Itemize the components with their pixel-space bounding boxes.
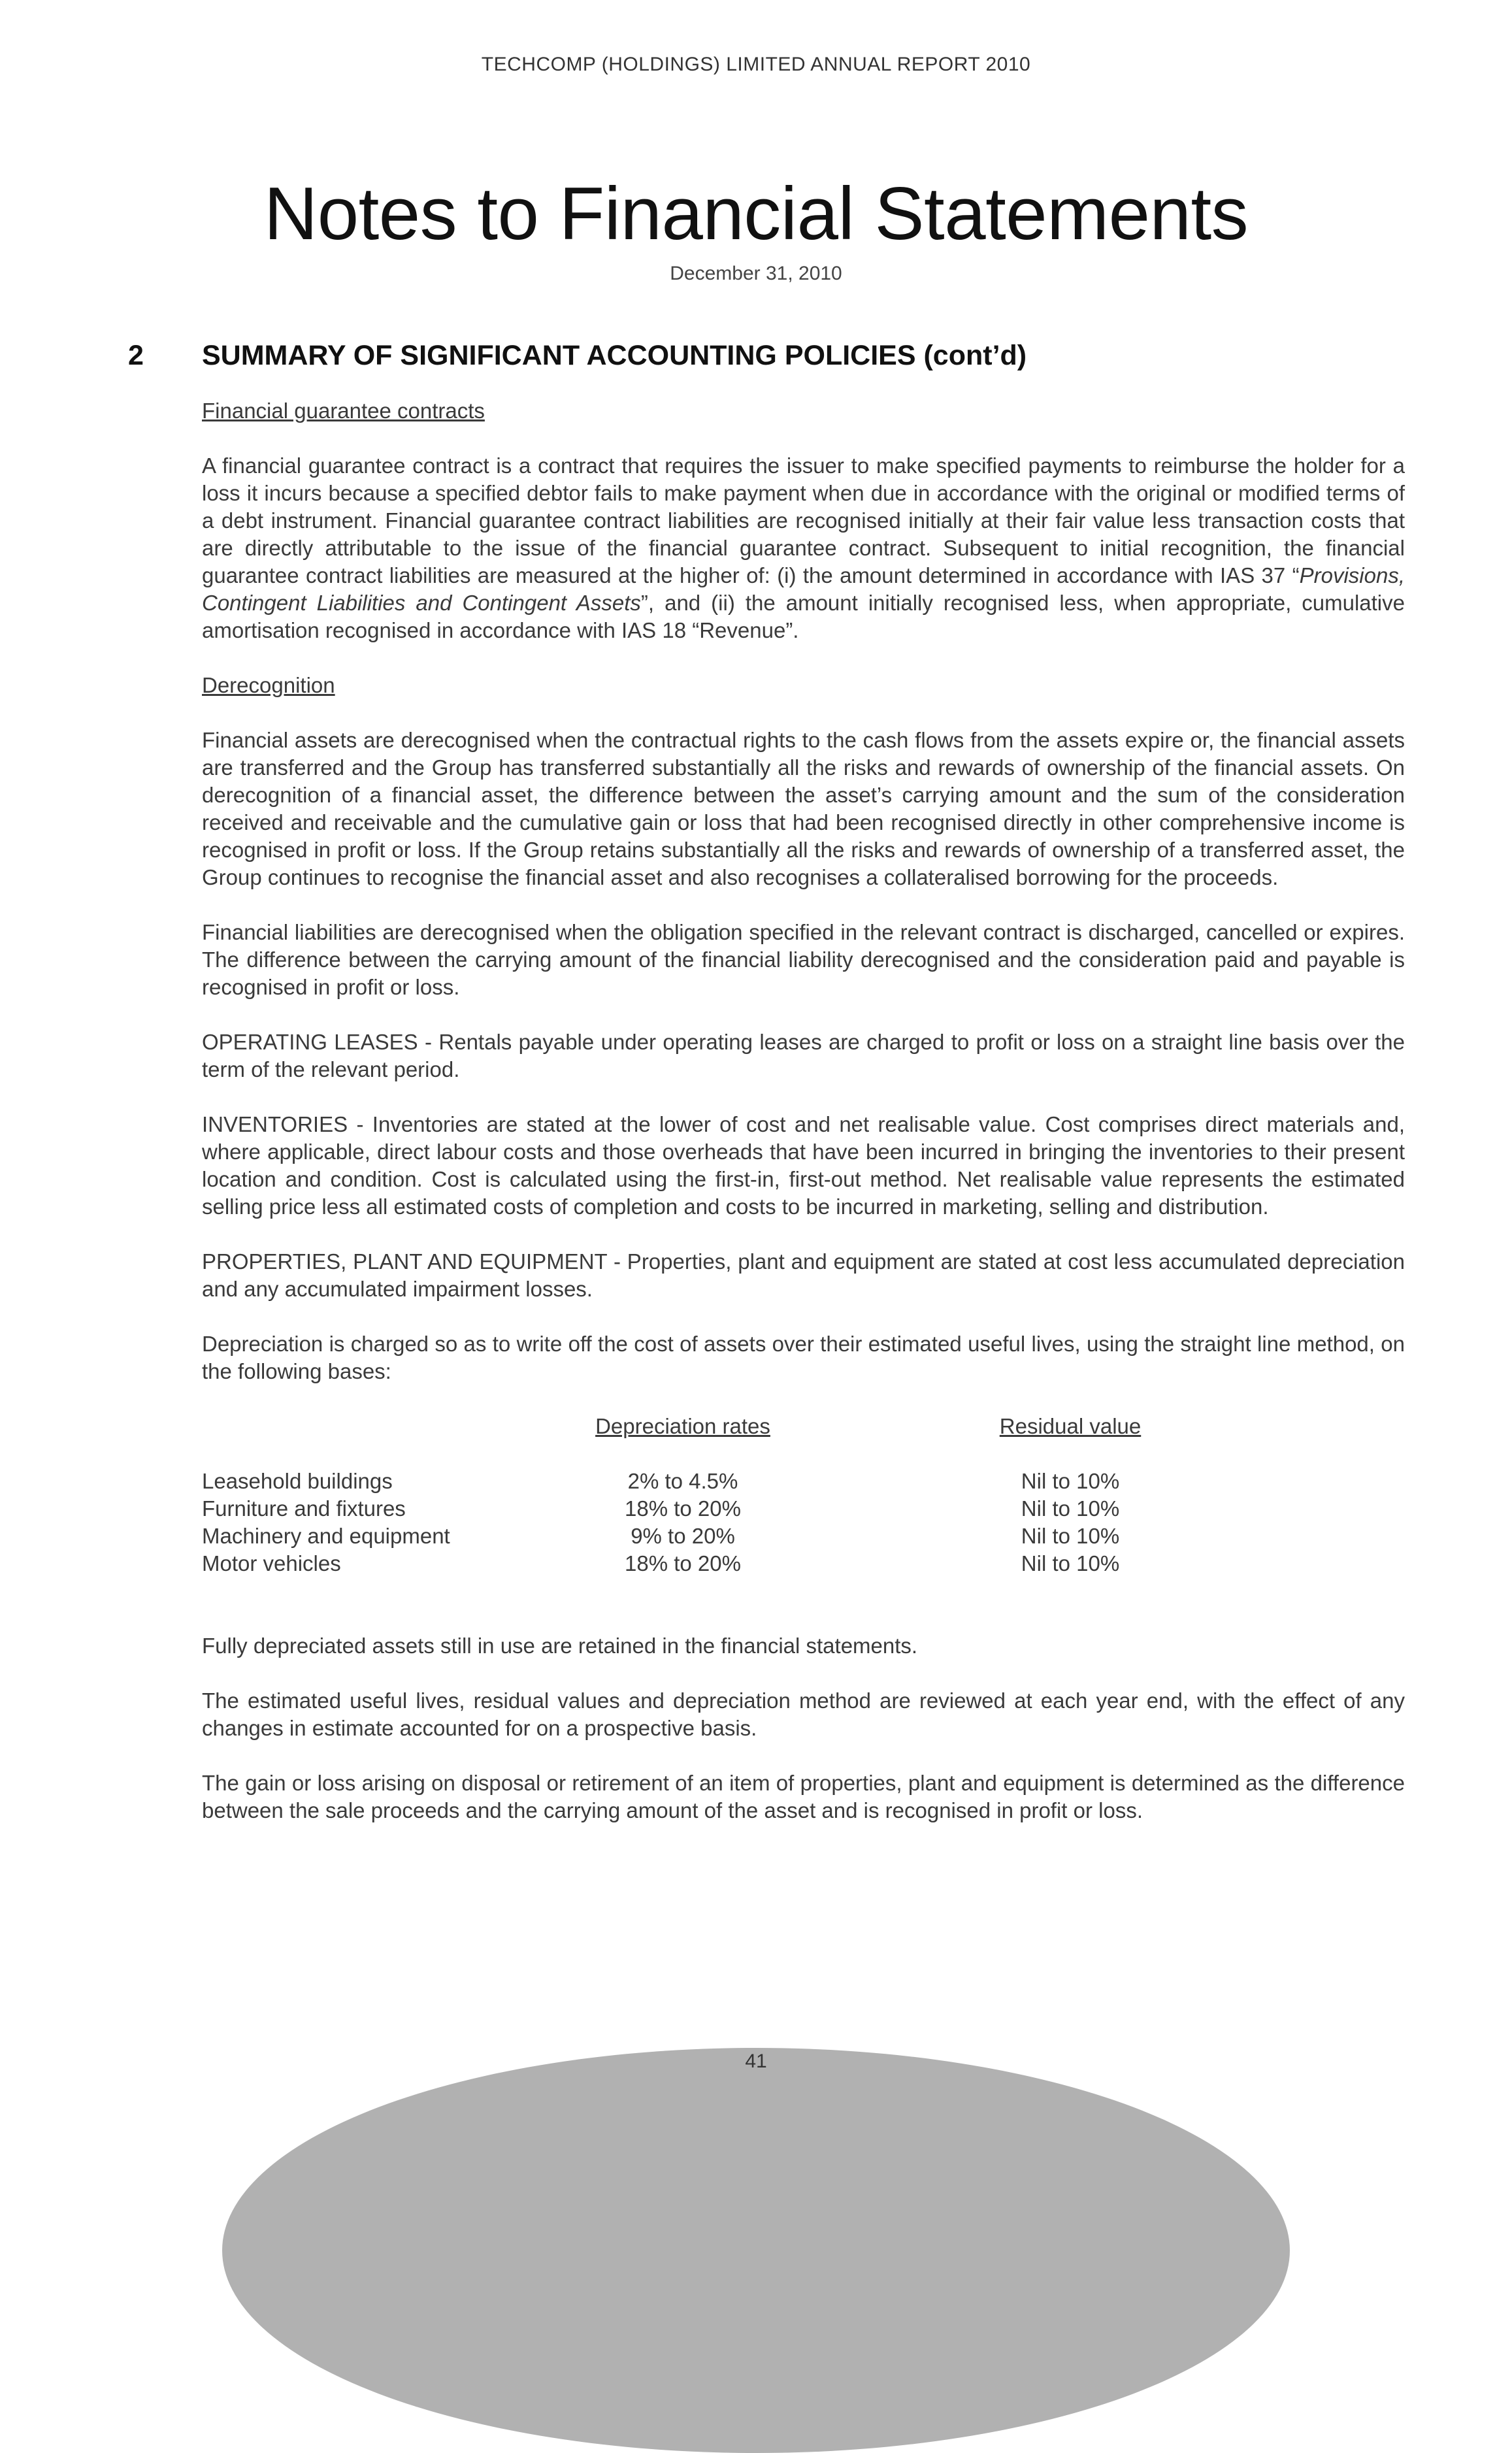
depreciation-rate: 2% to 4.5% [627,1469,738,1493]
ias37-title: Provisions, Contingent Liabilities and Contingent Assets [202,563,1405,615]
disposal-paragraph: The gain or loss arising on disposal or retirement of an item of properties, plant and equipment is determined as the difference between the sale proceeds and the carrying amount of the asset and is recognised in profit or loss. [202,1771,1405,1822]
section-title: SUMMARY OF SIGNIFICANT ACCOUNTING POLICIES (cont’d) [202,340,1027,371]
table-row [202,1468,1405,1495]
residual-value: Nil to 10% [1021,1551,1120,1575]
section-number: 2 [128,340,144,371]
derecognition-liabilities-paragraph: Financial liabilities are derecognised when the obligation specified in the relevant contract is discharged, cancelled or expires. The difference between the carrying amount of the financial liability derecognised and the consideration paid and payable is recognised in profit or loss. [202,920,1405,999]
derecognition-assets-paragraph: Financial assets are derecognised when the contractual rights to the cash flows from the assets expire or, the financial assets are transferred and the Group has transferred substantially all the risks and rewards of ownership of the financial assets. On derecognition of a financial asset, the difference between the asset’s carrying amount and the sum of the consideration received and receivable and the cumulative gain or loss that had been recognised directly in other comprehensive income is recognised in profit or loss. If the Group retains substantially all the risks and rewards of ownership of a transferred asset, the Group continues to recognise the financial asset and also recognises a collateralised borrowing for the proceeds. [202,728,1405,889]
table-row [202,1495,1405,1523]
table-row [202,1550,1405,1577]
footer-decoration [222,2048,1290,2453]
asset-name: Machinery and equipment [202,1524,450,1548]
residual-value: Nil to 10% [1021,1524,1120,1548]
financial-guarantee-text-1: A financial guarantee contract is a contract that requires the issuer to make specified payments to reimburse the holder for a loss it incurs because a specified debtor fails to make payment when due in accordance with the original or modified terms of a debt instrument. Financial guarantee contract liabilities are recognised initially at their fair value less transaction costs that are directly attributable to the issue of the financial guarantee contract. Subsequent to initial recognition, the financial guarantee contract liabilities are measured at the higher of: (i) the amount determined in accordance with IAS 37 “ [202,453,1405,587]
financial-guarantee-paragraph [202,452,1405,644]
notes-content [202,397,1405,1852]
depreciation-rates-header: Depreciation rates [595,1414,770,1438]
fully-depreciated-paragraph: Fully depreciated assets still in use are retained in the financial statements. [202,1634,918,1658]
page-number: 41 [745,2050,767,2072]
asset-name: Leasehold buildings [202,1469,393,1493]
statement-date: December 31, 2010 [670,263,842,284]
depreciation-rate: 18% to 20% [625,1551,741,1575]
residual-value: Nil to 10% [1021,1469,1120,1493]
operating-leases-paragraph: OPERATING LEASES - Rentals payable under operating leases are charged to profit or loss on a straight line basis over the term of the relevant period. [202,1030,1405,1081]
derecognition-heading: Derecognition [202,673,335,697]
residual-value: Nil to 10% [1021,1496,1120,1521]
page-title: Notes to Financial Statements [263,173,1249,255]
review-paragraph: The estimated useful lives, residual values and depreciation method are reviewed at each year end, with the effect of any changes in estimate accounted for on a prospective basis. [202,1688,1405,1740]
inventories-paragraph: INVENTORIES - Inventories are stated at the lower of cost and net realisable value. Cost comprises direct materials and, where applicable, direct labour costs and those overheads that have been incurred in bringing the inventories to their present location and condition. Cost is calculated using the first-in, first-out method. Net realisable value represents the estimated selling price less all estimated costs of completion and costs to be incurred in marketing, selling and distribution. [202,1112,1405,1219]
asset-name: Motor vehicles [202,1551,341,1575]
asset-name: Furniture and fixtures [202,1496,406,1521]
financial-guarantee-heading: Financial guarantee contracts [202,399,485,423]
ppe-paragraph: PROPERTIES, PLANT AND EQUIPMENT - Properties, plant and equipment are stated at cost less accumulated depreciation and any accumulated impairment losses. [202,1249,1405,1301]
table-row [202,1523,1405,1550]
depreciation-rate: 18% to 20% [625,1496,741,1521]
depreciation-table [202,1413,1405,1605]
residual-value-header: Residual value [999,1414,1142,1438]
financial-guarantee-text-2: ”, and (ii) the amount initially recognised less, when appropriate, cumulative amortisation recognised in accordance with IAS 18 “Revenue”. [202,591,1405,642]
depreciation-paragraph: Depreciation is charged so as to write off the cost of assets over their estimated useful lives, using the straight line method, on the following bases: [202,1332,1405,1383]
report-header: TECHCOMP (HOLDINGS) LIMITED ANNUAL REPORT 2010 [481,54,1031,75]
depreciation-rate: 9% to 20% [631,1524,735,1548]
